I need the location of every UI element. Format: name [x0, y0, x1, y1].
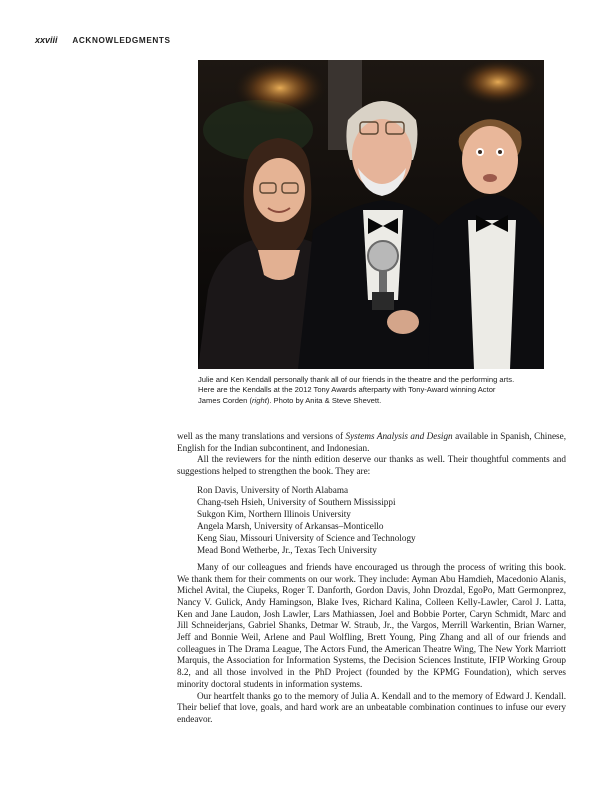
list-item: Angela Marsh, University of Arkansas–Monticello: [197, 520, 384, 531]
caption-line: James Corden (right). Photo by Anita & Steve Shevett.: [198, 395, 382, 405]
list-item: Sukgon Kim, Northern Illinois University: [197, 508, 351, 519]
list-item: Keng Siau, Missouri University of Science and Technology: [197, 532, 416, 543]
group-photo-icon: [198, 60, 544, 369]
paragraph: All the reviewers for the ninth edition deserve our thanks as well. Their thoughtful comments and suggestions helped to strengthen the book. They are:: [177, 454, 566, 477]
list-item: Ron Davis, University of North Alabama: [197, 484, 349, 495]
photo: [198, 60, 544, 369]
reviewer-list: [197, 484, 566, 556]
list-item: Mead Bond Wetherbe, Jr., Texas Tech University: [197, 544, 377, 555]
paragraph: Many of our colleagues and friends have encouraged us through the process of writing this book. We thank them for their comments on our work. They include: Ayman Abu Hamdieh, Macedonio Alanis, Michel Avital, the Ciupeks, Roger T. Danforth, Gordon Davis, John Drozdal, EgoPo, Matt Germonprez, Nancy V. Gulick, Andy Hamingson, Blake Ives, Richard Kalina, Colleen Kelly-Lawler, Carol J. Latta, Ken and Jane Laudon, Josh Lawler, Lars Mathiassen, Joel and Bobbie Porter, Caryn Schmidt, Marc and Jill Schneiderjans, Gabriel Shanks, Detmar W. Straub, Jr., the Vargos, Merrill Warkentin, Brian Warner, Jeff and Bonnie Weil, Arlene and Paul Wolfling, Brett Young, Ping Zhang and all of our friends and colleagues in The Drama League, The Actors Fund, the American Theatre Wing, The New York Marriott Marquis, the Association for Information Systems, the Decision Sciences Institute, IFIP Working Group 8.2, and all those involved in the PhD Project (founded by the KPMG Foundation), which serves minority doctoral students in information systems.: [177, 561, 566, 689]
caption-line: Julie and Ken Kendall personally thank all of our friends in the theatre and the performing arts.: [198, 375, 515, 384]
running-head: [35, 35, 171, 45]
book-title: Systems Analysis and Design: [345, 431, 453, 441]
tony-medallion: [368, 241, 398, 271]
caption-line: Here are the Kendalls at the 2012 Tony Awards afterparty with Tony-Award winning Actor: [198, 385, 496, 395]
right-face: [462, 126, 518, 194]
chandelier-left: [232, 60, 328, 116]
section-title: ACKNOWLEDGMENTS: [72, 36, 171, 45]
list-item: Chang-tseh Hsieh, University of Southern Mississippi: [197, 496, 396, 507]
paragraph: well as the many translations and versions of Systems Analysis and Design available in Spanish, Chinese, English for the Indian subcontinent, and Indonesian.: [177, 431, 566, 453]
page-number: xxviii: [35, 35, 58, 45]
body-text: [177, 431, 566, 726]
photo-caption: [198, 375, 548, 406]
center-face: [352, 119, 412, 191]
right-shirt: [468, 220, 516, 369]
chandelier-right: [456, 60, 540, 106]
paragraph: Our heartfelt thanks go to the memory of Julia A. Kendall and to the memory of Edward J. Kendall. Their belief that love, goals, and hard work are an unbeatable combination continues to infuse our every endeavor.: [177, 690, 566, 724]
hand: [387, 310, 419, 334]
